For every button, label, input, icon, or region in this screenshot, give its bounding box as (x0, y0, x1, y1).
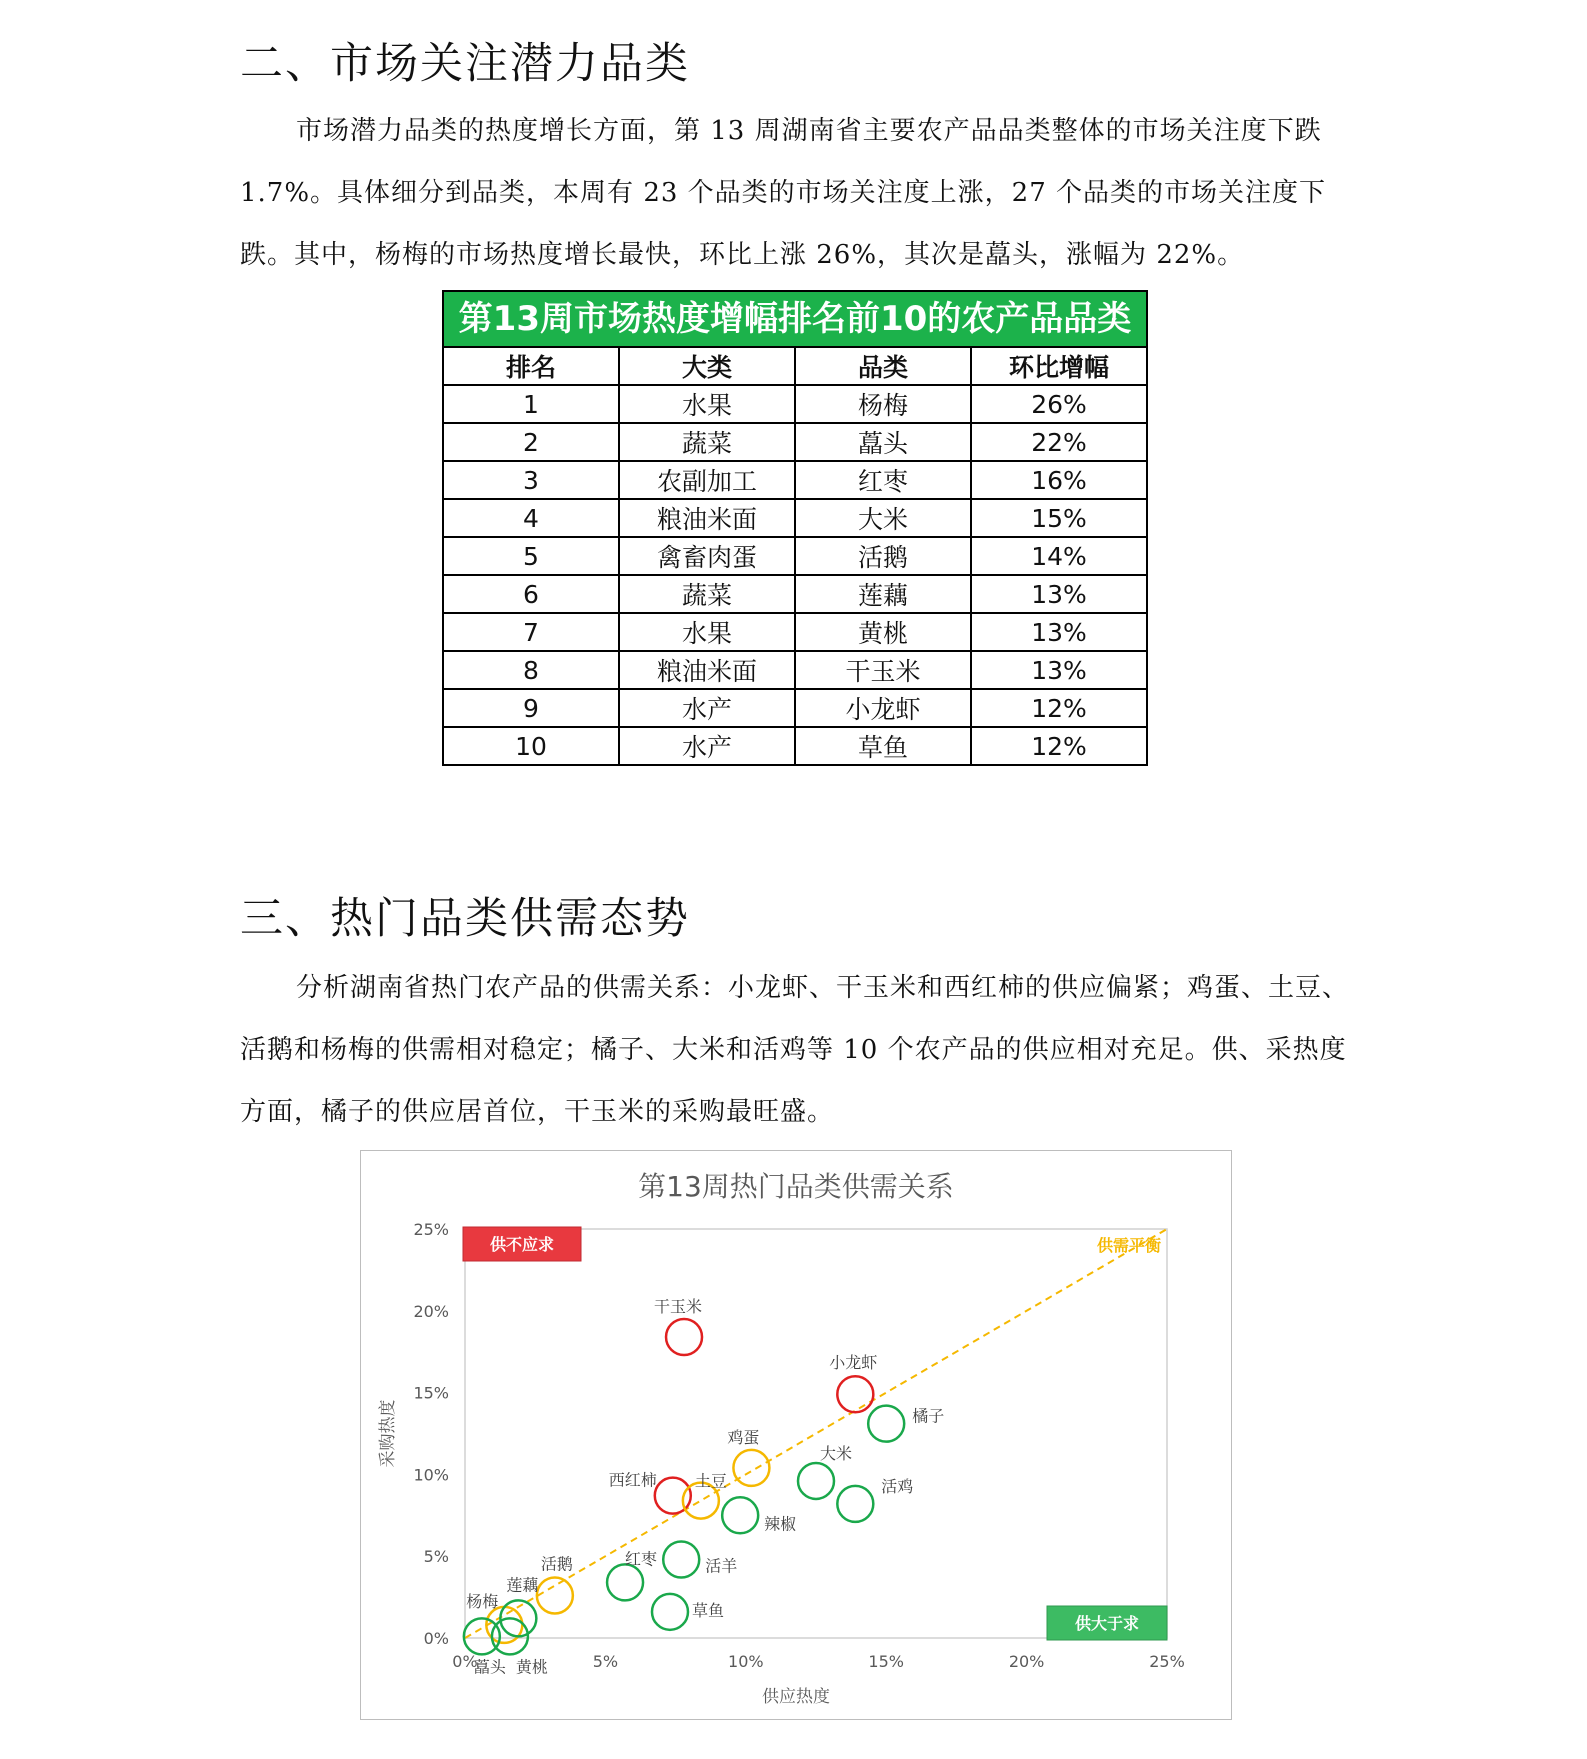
point-label: 西红柿 (608, 1470, 657, 1490)
cell-item: 莲藕 (795, 575, 971, 613)
balance-line (465, 1229, 1167, 1638)
col-header-growth: 环比增幅 (971, 347, 1147, 385)
point-label: 大米 (819, 1443, 853, 1463)
data-point (607, 1564, 643, 1600)
cell-category: 水产 (619, 727, 795, 765)
cell-rank: 3 (443, 461, 619, 499)
cell-growth: 12% (971, 689, 1147, 727)
cell-growth: 13% (971, 613, 1147, 651)
chart-title: 第13周热门品类供需关系 (638, 1170, 954, 1203)
point-label: 鸡蛋 (727, 1427, 760, 1447)
point-label: 藠头 (473, 1657, 506, 1677)
oversupply-label: 供大于求 (1074, 1614, 1140, 1633)
cell-rank: 6 (443, 575, 619, 613)
supply-demand-chart (360, 1150, 1232, 1720)
cell-category: 粮油米面 (619, 499, 795, 537)
x-axis-label: 供应热度 (762, 1687, 830, 1707)
point-label: 土豆 (694, 1471, 727, 1491)
ranking-grid (442, 346, 1148, 766)
cell-growth: 22% (971, 423, 1147, 461)
y-axis-label: 采购热度 (378, 1399, 398, 1468)
cell-category: 水果 (619, 613, 795, 651)
cell-category: 农副加工 (619, 461, 795, 499)
point-label: 橘子 (912, 1406, 945, 1426)
table-row (443, 385, 1147, 423)
cell-rank: 1 (443, 385, 619, 423)
section-paragraph-supply: 分析湖南省热门农产品的供需关系：小龙虾、干玉米和西红柿的供应偏紧；鸡蛋、土豆、活鹅和杨梅的供需相对稳定；橘子、大米和活鸡等 10 个农产品的供应相对充足。供、采热度方面，橘子的供应居首位，干玉米的采购最旺盛。 (240, 973, 1350, 1127)
y-tick-label: 20% (413, 1301, 449, 1321)
data-point (722, 1497, 758, 1533)
point-label: 杨梅 (466, 1591, 499, 1611)
balance-label: 供需平衡 (1096, 1236, 1161, 1255)
point-label: 干玉米 (654, 1296, 703, 1316)
x-tick-label: 20% (1008, 1652, 1045, 1671)
cell-growth: 12% (971, 727, 1147, 765)
section-heading-potential: 二、市场关注潜力品类 (240, 39, 690, 89)
y-tick-label: 25% (413, 1220, 449, 1239)
cell-item: 藠头 (795, 423, 971, 461)
cell-growth: 16% (971, 461, 1147, 499)
cell-category: 水果 (619, 385, 795, 423)
cell-rank: 2 (443, 423, 619, 461)
cell-item: 小龙虾 (795, 689, 971, 727)
table-row (443, 461, 1147, 499)
cell-category: 禽畜肉蛋 (619, 537, 795, 575)
cell-rank: 8 (443, 651, 619, 689)
cell-item: 干玉米 (795, 651, 971, 689)
cell-rank: 9 (443, 689, 619, 727)
table-body (443, 385, 1147, 765)
table-row (443, 727, 1147, 765)
x-tick-label: 0% (452, 1652, 478, 1671)
point-label: 活鹅 (540, 1554, 573, 1574)
table-row (443, 499, 1147, 537)
cell-category: 蔬菜 (619, 423, 795, 461)
cell-item: 黄桃 (795, 613, 971, 651)
cell-rank: 7 (443, 613, 619, 651)
cell-growth: 26% (971, 385, 1147, 423)
point-label: 莲藕 (506, 1575, 539, 1595)
col-header-category: 大类 (619, 347, 795, 385)
table-row (443, 651, 1147, 689)
x-tick-label: 15% (868, 1652, 904, 1671)
table-row (443, 689, 1147, 727)
col-header-item: 品类 (795, 347, 971, 385)
cell-category: 蔬菜 (619, 575, 795, 613)
table-row (443, 423, 1147, 461)
cell-item: 杨梅 (795, 385, 971, 423)
cell-item: 草鱼 (795, 727, 971, 765)
cell-category: 粮油米面 (619, 651, 795, 689)
cell-rank: 10 (443, 727, 619, 765)
table-row (443, 613, 1147, 651)
cell-item: 大米 (795, 499, 971, 537)
cell-item: 红枣 (795, 461, 971, 499)
point-label: 活鸡 (881, 1476, 914, 1496)
y-tick-label: 10% (413, 1465, 449, 1485)
table-title: 第13周市场热度增幅排名前10的农产品品类 (442, 290, 1148, 346)
section-heading-supply: 三、热门品类供需态势 (240, 894, 690, 944)
cell-growth: 14% (971, 537, 1147, 575)
ranking-table (442, 290, 1148, 766)
y-tick-label: 0% (423, 1629, 449, 1648)
col-header-rank: 排名 (443, 347, 619, 385)
point-label: 活羊 (705, 1556, 738, 1576)
cell-item: 活鹅 (795, 537, 971, 575)
data-point (733, 1450, 769, 1486)
data-point (652, 1594, 688, 1630)
cell-rank: 4 (443, 499, 619, 537)
cell-growth: 13% (971, 651, 1147, 689)
data-point (837, 1376, 873, 1412)
data-point (663, 1541, 699, 1577)
point-label: 红枣 (625, 1549, 658, 1569)
x-tick-label: 5% (592, 1652, 619, 1671)
data-point (537, 1577, 573, 1613)
point-label: 黄桃 (515, 1657, 548, 1677)
point-label: 草鱼 (691, 1600, 724, 1620)
cell-growth: 15% (971, 499, 1147, 537)
y-tick-label: 15% (413, 1383, 449, 1403)
data-point (837, 1486, 873, 1522)
undersupply-label: 供不应求 (489, 1235, 555, 1254)
point-label: 小龙虾 (829, 1353, 878, 1373)
data-point (868, 1406, 904, 1442)
table-header-row (443, 347, 1147, 385)
cell-category: 水产 (619, 689, 795, 727)
y-tick-label: 5% (423, 1547, 449, 1567)
cell-rank: 5 (443, 537, 619, 575)
data-point (798, 1463, 834, 1499)
table-row (443, 537, 1147, 575)
section-paragraph-potential: 市场潜力品类的热度增长方面，第 13 周湖南省主要农产品品类整体的市场关注度下跌 1.7%。具体细分到品类，本周有 23 个品类的市场关注度上涨，27 个品类的市场关注度下跌。其中，杨梅的市场热度增长最快，环比上涨 26%，其次是藠头，涨幅为 22%。 (240, 116, 1327, 270)
cell-growth: 13% (971, 575, 1147, 613)
data-point (666, 1319, 702, 1355)
point-label: 辣椒 (764, 1514, 797, 1534)
x-tick-label: 25% (1149, 1652, 1185, 1671)
chart-svg (361, 1151, 1231, 1719)
x-tick-label: 10% (728, 1652, 764, 1671)
table-row (443, 575, 1147, 613)
